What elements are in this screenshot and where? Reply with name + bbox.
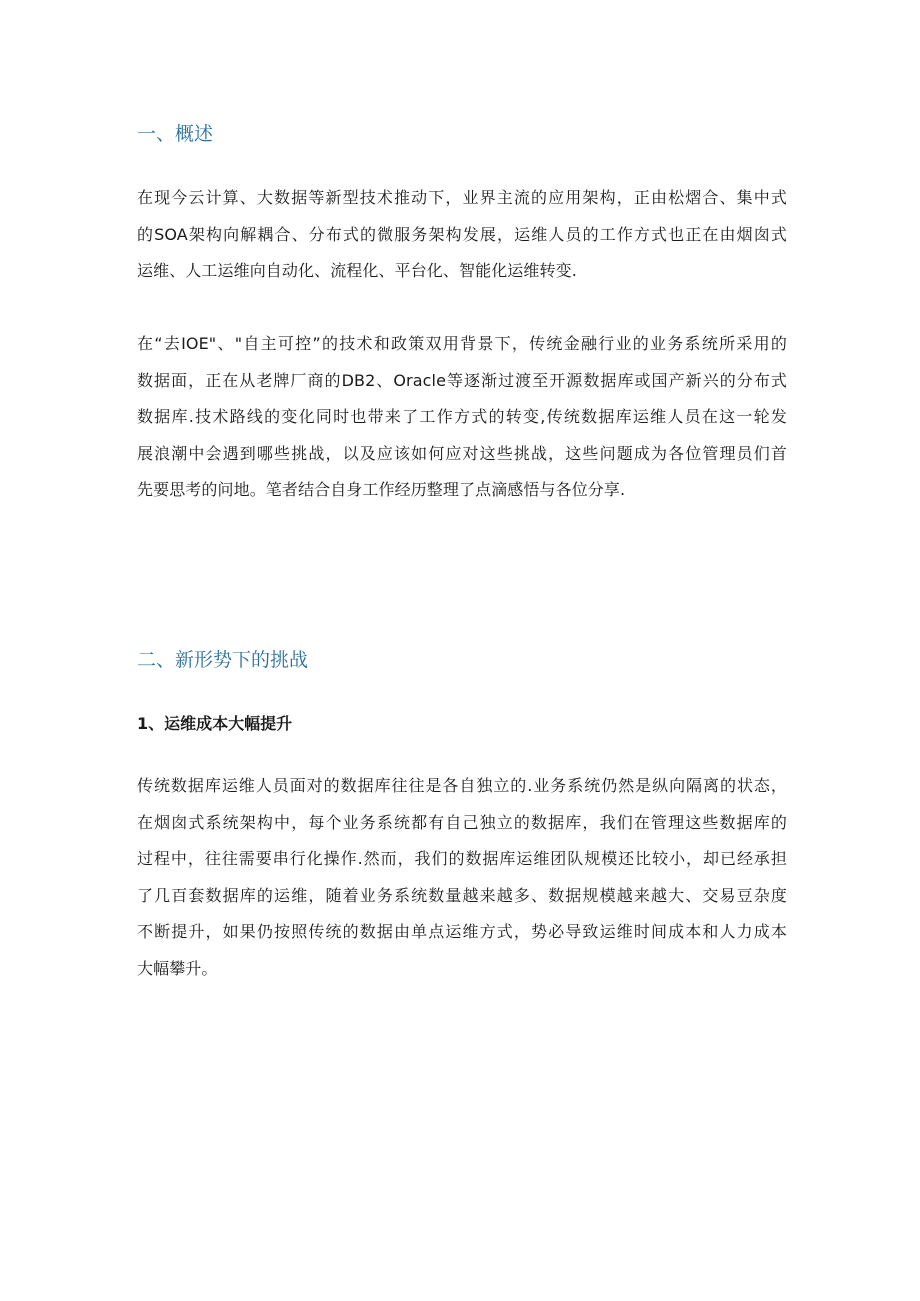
paragraph-line: 不断提升，如果仍按照传统的数据由单点运维方式，势必导致运维时间成本和人力成本 [137, 922, 787, 942]
paragraph-line: 在烟囱式系统架构中，每个业务系统都有自己独立的数据库，我们在管理这些数据库的 [137, 812, 787, 832]
paragraph-line: 运维、人工运维向自动化、流程化、平台化、智能化运维转变. [137, 261, 577, 281]
paragraph-line: 在“去IOE"、"自主可控”的技术和政策双用背景下，传统金融行业的业务系统所采用的 [137, 334, 787, 353]
paragraph-line: 了几百套数据库的运维，随着业务系统数量越来越多、数据规模越来越大、交易豆杂度 [137, 885, 787, 905]
section-heading-challenges: 二、新形势下的挑战 [137, 649, 309, 671]
paragraph-line: 的SOA架构向解耦合、分布式的微服务架构发展，运维人员的工作方式也正在由烟囱式 [137, 224, 787, 244]
paragraph-line: 数据库.技术路线的变化同时也带来了工作方式的转变,传统数据库运维人员在这一轮发 [137, 407, 787, 427]
paragraph-line: 先要思考的问地。笔者结合自身工作经历整理了点滴感悟与各位分享. [137, 480, 626, 500]
paragraph-line: 过程中，往往需要串行化操作.然而，我们的数据库运维团队规模还比较小，却已经承担 [137, 849, 787, 869]
paragraph-ops-cost [137, 768, 787, 988]
paragraph-overview-2 [137, 326, 787, 509]
paragraph-line: 大幅攀升。 [137, 958, 218, 978]
paragraph-line: 传统数据库运维人员面对的数据库往往是各自独立的.业务系统仍然是纵向隔离的状态， [137, 776, 787, 795]
paragraph-line: 在现今云计算、大数据等新型技术推动下，业界主流的应用架构，正由松熠合、集中式 [137, 188, 787, 207]
paragraph-overview-1 [137, 180, 787, 290]
subheading-ops-cost: 1、运维成本大幅提升 [137, 714, 293, 733]
paragraph-line: 数据面，正在从老牌厂商的DB2、Oracle等逐渐过渡至开源数据库或国产新兴的分布式 [137, 370, 787, 390]
paragraph-line: 展浪潮中会遇到哪些挑战，以及应该如何应对这些挑战，这些问题成为各位管理员们首 [137, 443, 787, 463]
section-heading-overview: 一、概述 [137, 123, 214, 145]
